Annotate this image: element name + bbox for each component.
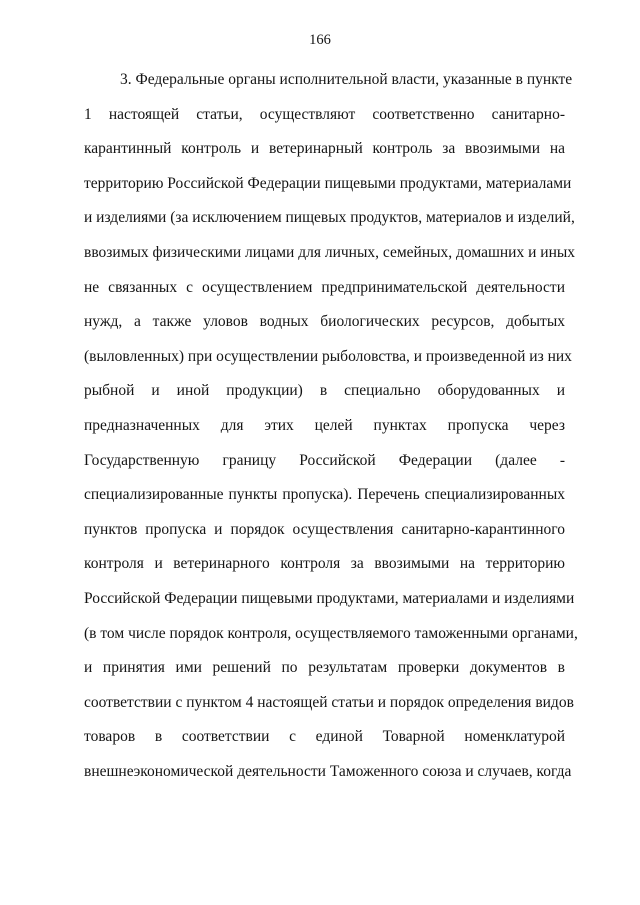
text-line: (выловленных) при осуществлении рыболовства, и произведенной из них	[84, 347, 572, 365]
text-line: ввозимых физическими лицами для личных, семейных, домашних и иных	[84, 243, 576, 261]
text-line: Государственную границу Российской Федерации (далее -	[84, 451, 565, 469]
text-line: не связанных с осуществлением предпринимательской деятельности	[84, 278, 565, 296]
text-line: 3. Федеральные органы исполнительной власти, указанные в пункте	[120, 71, 573, 88]
text-line: соответствии с пунктом 4 настоящей статьи и порядок определения видов	[84, 693, 574, 711]
text-line: 1 настоящей статьи, осуществляют соответственно санитарно-	[84, 105, 565, 123]
text-line: специализированные пункты пропуска). Перечень специализированных	[84, 486, 565, 504]
text-line: карантинный контроль и ветеринарный контроль за ввозимыми на	[84, 140, 565, 158]
text-line: Российской Федерации пищевыми продуктами, материалами и изделиями	[84, 589, 575, 607]
text-line: территорию Российской Федерации пищевыми продуктами, материалами	[84, 174, 572, 192]
text-line: предназначенных для этих целей пунктах пропуска через	[84, 416, 565, 434]
text-line: (в том числе порядок контроля, осуществляемого таможенными органами,	[84, 624, 578, 642]
text-line: рыбной и иной продукции) в специально оборудованных и	[84, 382, 565, 400]
text-line: пунктов пропуска и порядок осуществления санитарно-карантинного	[84, 520, 565, 538]
text-line: контроля и ветеринарного контроля за ввозимыми на территорию	[84, 555, 565, 573]
page-number: 166	[309, 32, 331, 48]
text-line: товаров в соответствии с единой Товарной номенклатурой	[84, 728, 565, 746]
text-line: нужд, а также уловов водных биологических ресурсов, добытых	[84, 313, 565, 331]
text-line: и изделиями (за исключением пищевых продуктов, материалов и изделий,	[84, 209, 575, 227]
text-line: и принятия ими решений по результатам проверки документов в	[84, 659, 565, 677]
text-line: внешнеэкономической деятельности Таможенного союза и случаев, когда	[84, 762, 572, 780]
body-paragraph	[84, 68, 578, 794]
